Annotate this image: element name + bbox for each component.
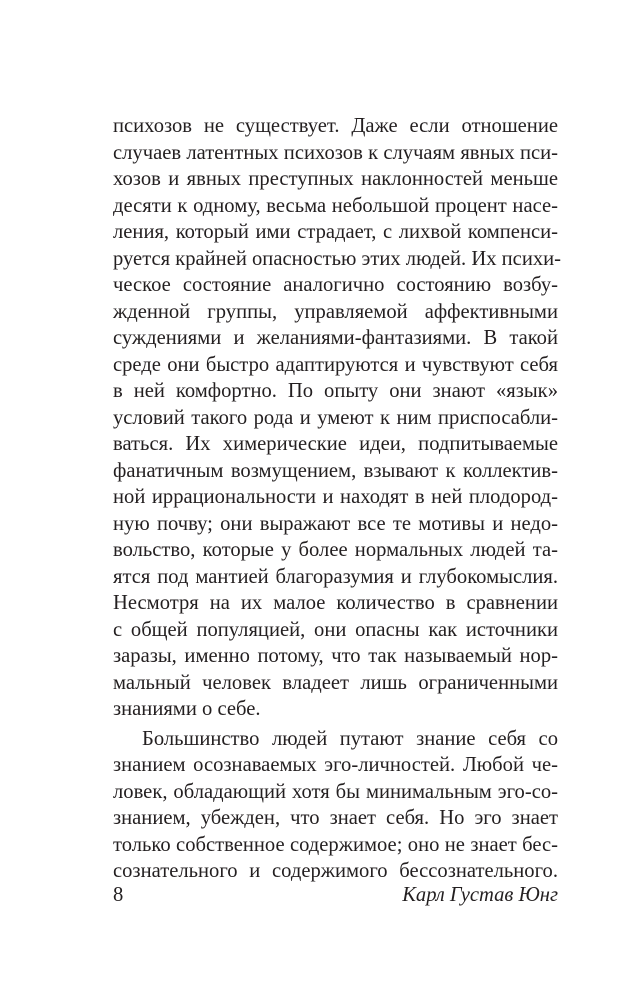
text-line: условий такого рода и умеют к ним приспосабли- bbox=[113, 406, 558, 429]
text-line: ятся под мантией благоразумия и глубокомыслия. bbox=[113, 565, 558, 588]
page-number: 8 bbox=[113, 884, 124, 906]
text-line: ческое состояние аналогично состоянию возбу- bbox=[113, 274, 558, 296]
text-line: знаниями о себе. bbox=[113, 698, 261, 720]
text-line: суждениями и желаниями-фантазиями. В такой bbox=[113, 327, 558, 349]
text-line: ловек, обладающий хотя бы минимальным эго-со- bbox=[113, 780, 558, 803]
running-author: Карл Густав Юнг bbox=[402, 884, 558, 906]
paragraph bbox=[113, 113, 562, 723]
text-line: сознательного и содержимого бессознательного. bbox=[113, 860, 558, 882]
text-line: среде они быстро адаптируются и чувствуют себя bbox=[113, 353, 558, 376]
text-line: ной иррациональности и находят в ней плодород- bbox=[113, 486, 558, 508]
text-line: мальный человек владеет лишь ограниченными bbox=[113, 671, 558, 694]
text-line: хозов и явных преступных наклонностей меньше bbox=[113, 168, 558, 190]
text-line: знанием осознаваемых эго-личностей. Любой че- bbox=[113, 754, 558, 776]
text-line: только собственное содержимое; оно не знает бес- bbox=[113, 833, 558, 856]
text-line: жденной группы, управляемой аффективными bbox=[113, 300, 558, 323]
text-line: знанием, убежден, что знает себя. Но эго знает bbox=[113, 807, 558, 829]
paragraph bbox=[113, 726, 558, 885]
text-line: в ней комфортно. По опыту они знают «язык» bbox=[113, 380, 558, 402]
text-line: с общей популяцией, они опасны как источники bbox=[113, 618, 558, 641]
text-line: заразы, именно потому, что так называемый нор- bbox=[113, 645, 558, 667]
text-line: руется крайней опасностью этих людей. Их психи- bbox=[113, 247, 562, 270]
text-line: ления, который ими страдает, с лихвой компенси- bbox=[113, 221, 558, 243]
text-line: ваться. Их химерические идеи, подпитываемые bbox=[113, 433, 558, 455]
page-body bbox=[113, 113, 562, 885]
text-line: Несмотря на их малое количество в сравнении bbox=[113, 592, 558, 614]
page-footer bbox=[113, 882, 558, 908]
text-line: психозов не существует. Даже если отношение bbox=[113, 115, 558, 137]
text-line: фанатичным возмущением, взывают к коллектив- bbox=[113, 459, 558, 482]
text-line: вольство, которые у более нормальных людей та- bbox=[113, 539, 558, 561]
text-line: ную почву; они выражают все те мотивы и недо- bbox=[113, 512, 558, 535]
text-line: случаев латентных психозов к случаям явных пси- bbox=[113, 141, 558, 164]
text-line: десяти к одному, весьма небольшой процент насе- bbox=[113, 194, 558, 217]
text-line: Большинство людей путают знание себя со bbox=[142, 727, 558, 750]
